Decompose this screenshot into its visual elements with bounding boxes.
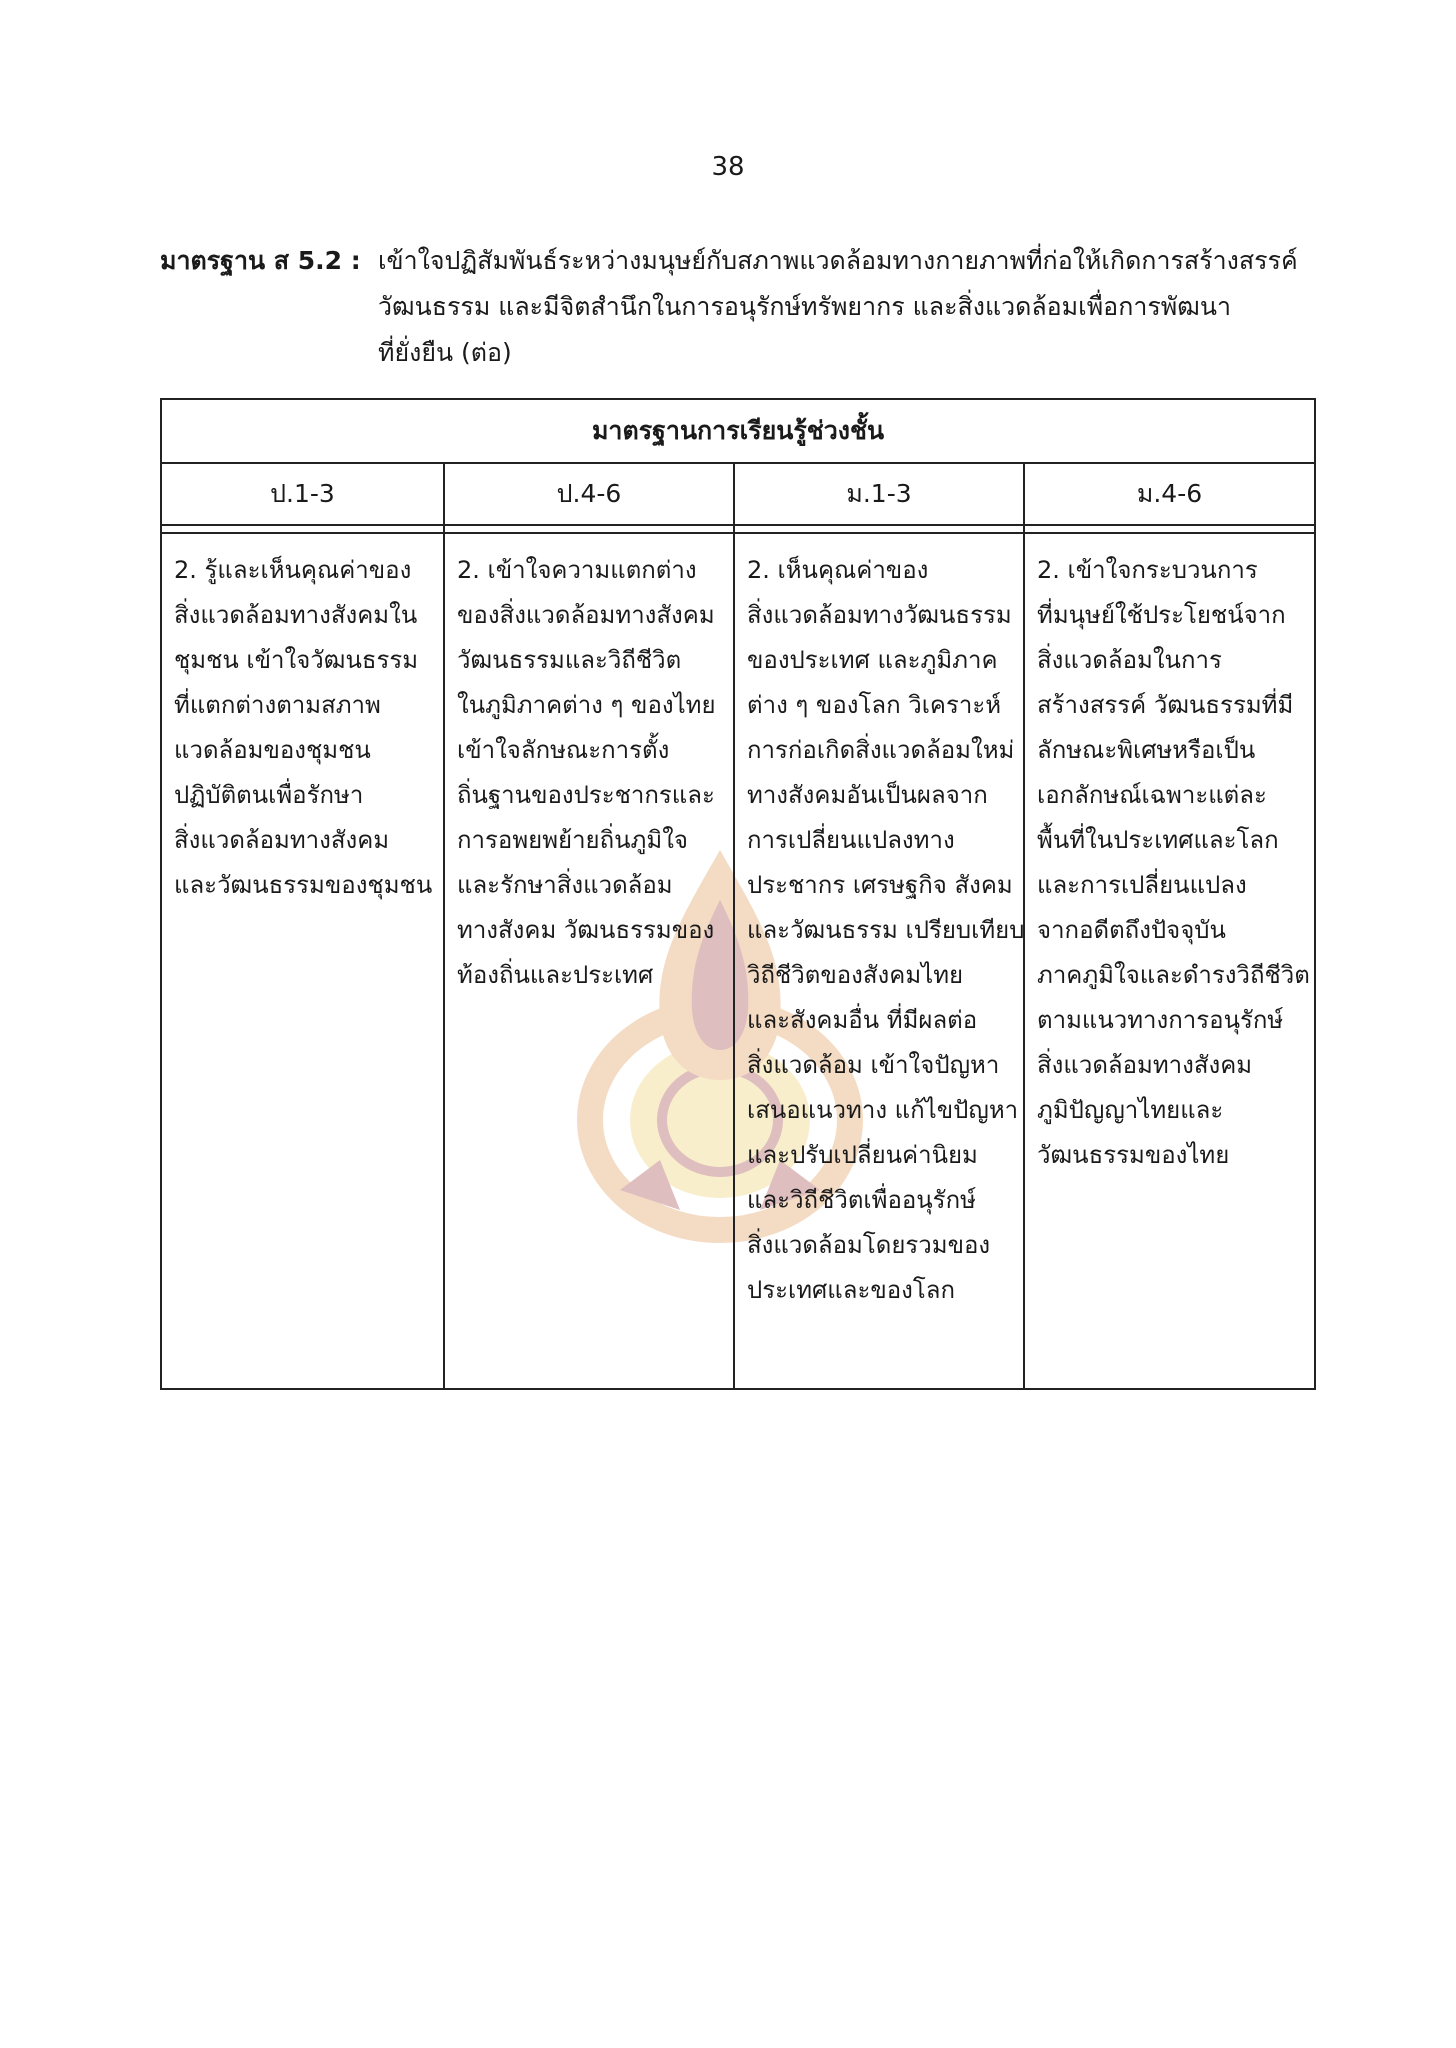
table-title: มาตรฐานการเรียนรู้ช่วงชั้น: [161, 399, 1315, 463]
content-line: เสนอแนวทาง แก้ไขปัญหา: [747, 1096, 1019, 1124]
content-line: สิ่งแวดล้อมทางสังคมใน: [174, 601, 418, 629]
content-line: 2. เข้าใจกระบวนการ: [1037, 556, 1258, 584]
content-line: จากอดีตถึงปัจจุบัน: [1037, 916, 1226, 944]
content-line: สร้างสรรค์ วัฒนธรรมที่มี: [1037, 691, 1294, 719]
content-row: [161, 533, 1315, 1389]
content-line: ภาคภูมิใจและดำรงวิถีชีวิต: [1037, 961, 1310, 989]
content-cell-p1-3: [161, 533, 444, 1389]
content-line: ทางสังคม วัฒนธรรมของ: [457, 916, 715, 944]
standard-text: [378, 238, 1320, 376]
content-line: ประชากร เศรษฐกิจ สังคม: [747, 871, 1013, 899]
content-line: ประเทศและของโลก: [747, 1276, 956, 1304]
content-line: แวดล้อมของชุมชน: [174, 736, 371, 764]
content-line: สิ่งแวดล้อมทางสังคม: [174, 826, 390, 854]
content-line: ภูมิปัญญาไทยและ: [1037, 1096, 1224, 1124]
content-cell-p4-6: [444, 533, 734, 1389]
curriculum-table: [160, 398, 1316, 1390]
content-line: วัฒนธรรมและวิถีชีวิต: [457, 646, 682, 674]
content-line: และการเปลี่ยนแปลง: [1037, 871, 1247, 899]
content-line: และรักษาสิ่งแวดล้อม: [457, 871, 673, 899]
content-line: ของประเทศ และภูมิภาค: [747, 646, 998, 674]
content-line: ทางสังคมอันเป็นผลจาก: [747, 781, 988, 809]
content-line: 2. รู้และเห็นคุณค่าของ: [174, 556, 412, 584]
content-line: ในภูมิภาคต่าง ๆ ของไทย: [457, 691, 716, 719]
content-line: ต่าง ๆ ของโลก วิเคราะห์: [747, 691, 1002, 719]
content-line: สิ่งแวดล้อม เข้าใจปัญหา: [747, 1051, 1000, 1079]
grade-header: ป.4-6: [444, 463, 734, 525]
content-line: ถิ่นฐานของประชากรและ: [457, 781, 715, 809]
content-line: เข้าใจลักษณะการตั้ง: [457, 736, 670, 764]
content-line: สิ่งแวดล้อมทางวัฒนธรรม: [747, 601, 1012, 629]
grade-header: ป.1-3: [161, 463, 444, 525]
content-line: และวิถีชีวิตเพื่ออนุรักษ์: [747, 1186, 976, 1214]
content-cell-m1-3: [734, 533, 1024, 1389]
content-line: สิ่งแวดล้อมโดยรวมของ: [747, 1231, 991, 1259]
content-line: การก่อเกิดสิ่งแวดล้อมใหม่: [747, 736, 1015, 764]
content-line: ลักษณะพิเศษหรือเป็น: [1037, 736, 1256, 764]
spacer-cell: [161, 525, 444, 533]
spacer-cell: [1024, 525, 1315, 533]
standard-statement: [160, 238, 1320, 376]
spacer-row: [161, 525, 1315, 533]
content-line: การเปลี่ยนแปลงทาง: [747, 826, 955, 854]
standard-line: วัฒนธรรม และมีจิตสำนึกในการอนุรักษ์ทรัพยากร และสิ่งแวดล้อมเพื่อการพัฒนา: [378, 292, 1231, 321]
content-line: ที่แตกต่างตามสภาพ: [174, 691, 381, 719]
grade-header: ม.4-6: [1024, 463, 1315, 525]
content-line: ชุมชน เข้าใจวัฒนธรรม: [174, 646, 419, 674]
table-title-row: [161, 399, 1315, 463]
content-line: ที่มนุษย์ใช้ประโยชน์จาก: [1037, 601, 1286, 629]
content-line: เอกลักษณ์เฉพาะแต่ละ: [1037, 781, 1267, 809]
content-line: ปฏิบัติตนเพื่อรักษา: [174, 781, 364, 809]
content-line: และสังคมอื่น ที่มีผลต่อ: [747, 1006, 978, 1034]
content-line: การอพยพย้ายถิ่นภูมิใจ: [457, 826, 688, 854]
content-line: ของสิ่งแวดล้อมทางสังคม: [457, 601, 715, 629]
page-number: 38: [711, 152, 745, 182]
content-line: วัฒนธรรมของไทย: [1037, 1141, 1230, 1169]
content-cell-m4-6: [1024, 533, 1315, 1389]
content-line: และปรับเปลี่ยนค่านิยม: [747, 1141, 978, 1169]
content-line: 2. เข้าใจความแตกต่าง: [457, 556, 697, 584]
content-line: ตามแนวทางการอนุรักษ์: [1037, 1006, 1284, 1034]
grade-header: ม.1-3: [734, 463, 1024, 525]
content-line: พื้นที่ในประเทศและโลก: [1037, 826, 1279, 854]
standard-label: มาตรฐาน ส 5.2 :: [160, 246, 361, 275]
content-line: วิถีชีวิตของสังคมไทย: [747, 961, 964, 989]
spacer-cell: [444, 525, 734, 533]
standard-line: ที่ยั่งยืน (ต่อ): [378, 338, 512, 367]
content-line: และวัฒนธรรมของชุมชน: [174, 871, 433, 899]
content-line: และวัฒนธรรม เปรียบเทียบ: [747, 916, 1025, 944]
content-line: ท้องถิ่นและประเทศ: [457, 961, 654, 989]
standard-line: เข้าใจปฏิสัมพันธ์ระหว่างมนุษย์กับสภาพแวดล้อมทางกายภาพที่ก่อให้เกิดการสร้างสรรค์: [378, 246, 1298, 275]
content-line: สิ่งแวดล้อมทางสังคม: [1037, 1051, 1253, 1079]
content-line: 2. เห็นคุณค่าของ: [747, 556, 929, 584]
spacer-cell: [734, 525, 1024, 533]
content-line: สิ่งแวดล้อมในการ: [1037, 646, 1222, 674]
grade-header-row: [161, 463, 1315, 525]
